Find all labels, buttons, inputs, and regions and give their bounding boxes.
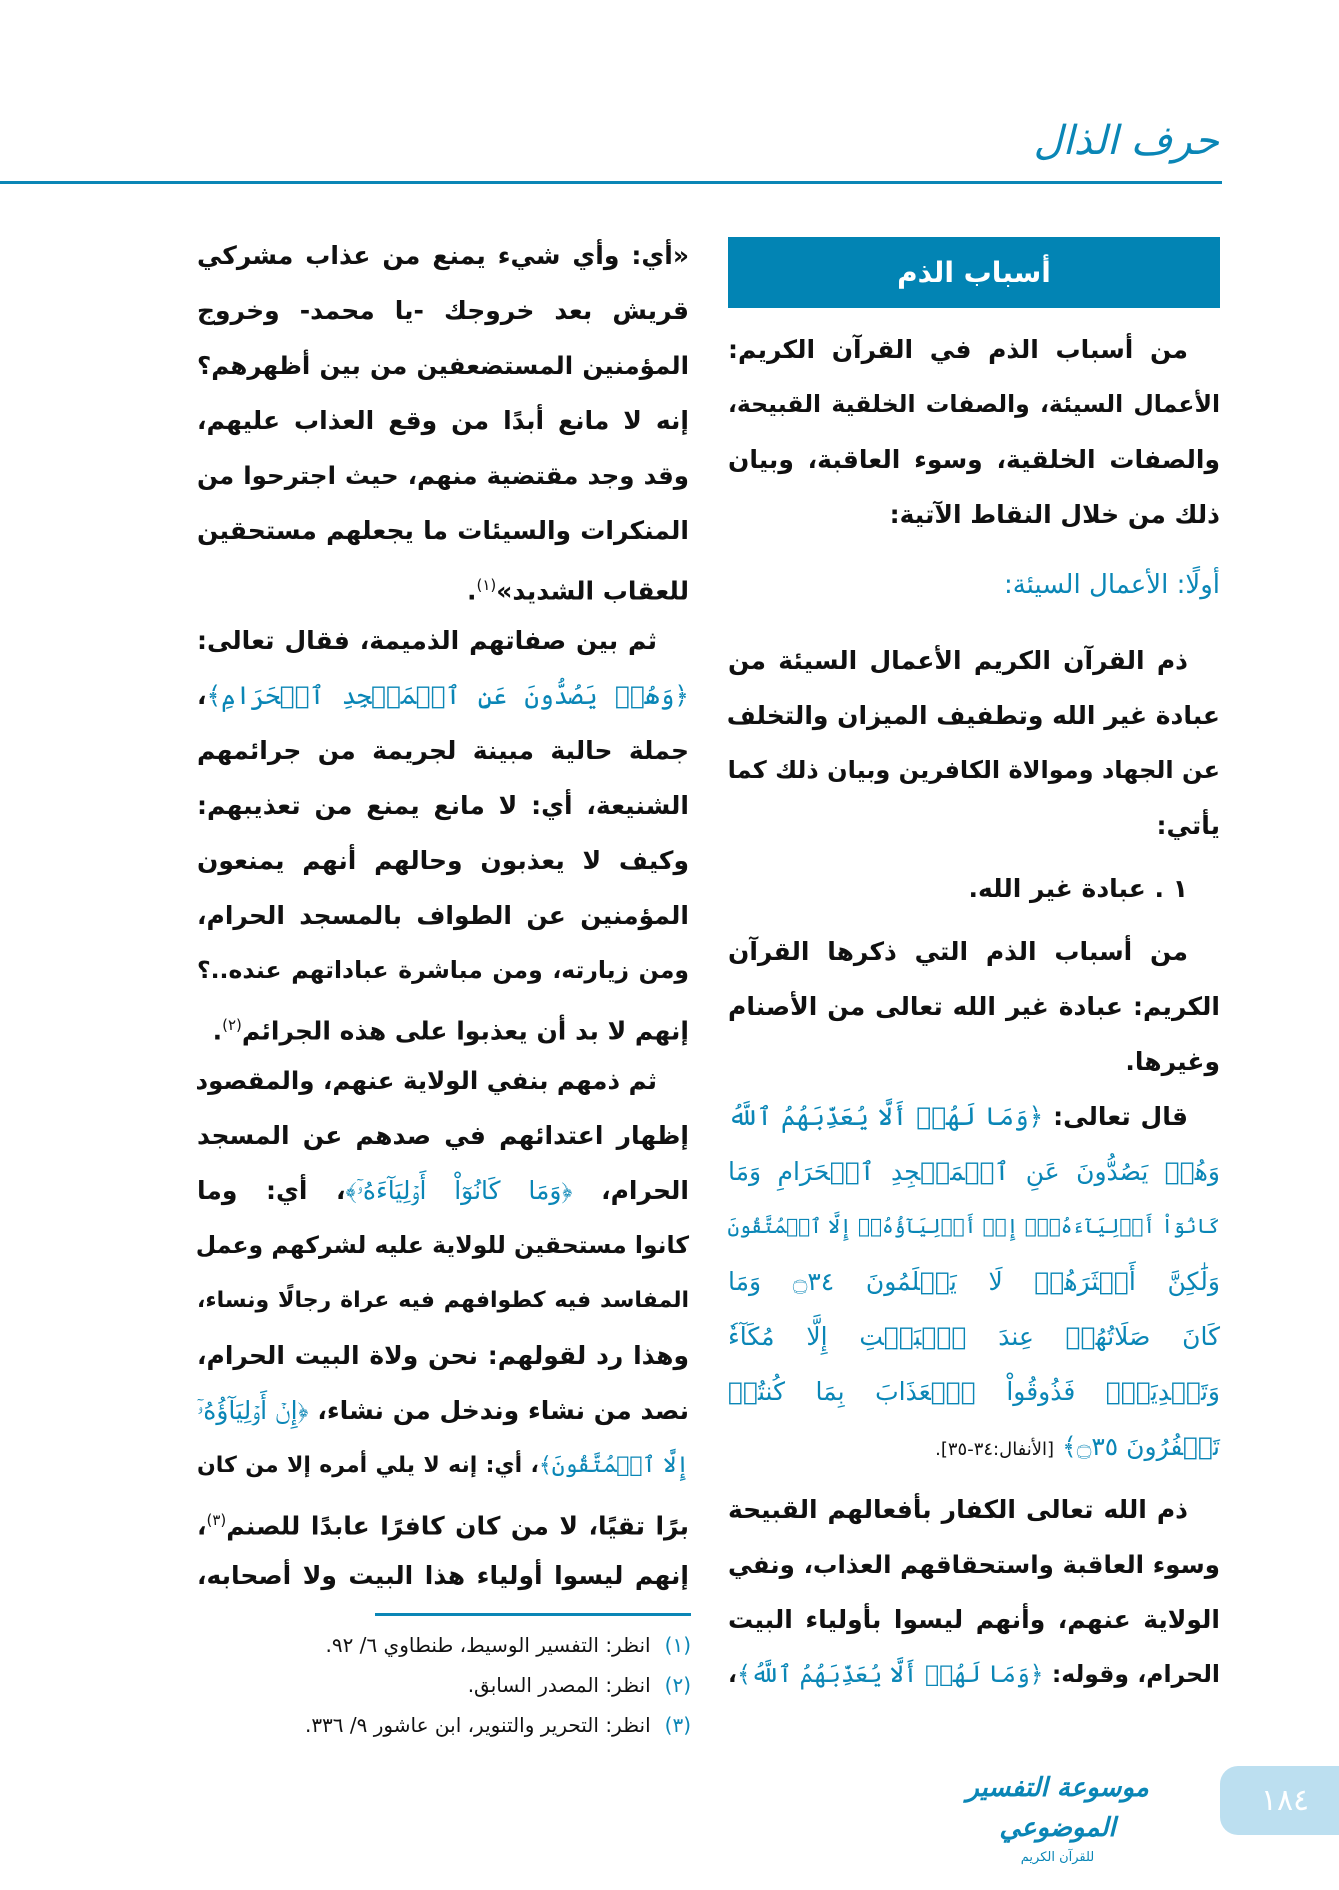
text-segment: الولاية عنهم، وأنهم ليسوا بأولياء البيت (728, 1605, 1220, 1634)
footnotes (191, 1625, 691, 1745)
text-segment: إنه لا مانع أبدًا من وقع العذاب عليهم، (197, 406, 689, 435)
quran-text: إِلَّا ٱلۡمُتَّقُونَ﴾ (538, 1453, 689, 1478)
page-number: ١٨٤ (1220, 1766, 1339, 1835)
text-line (197, 503, 689, 558)
text-segment: ثم ذمهم بنفي الولاية عنهم، والمقصود (195, 1066, 657, 1095)
text-segment: . (466, 576, 477, 606)
text-line (197, 1438, 689, 1493)
text-line (728, 432, 1220, 487)
text-line (728, 1364, 1220, 1419)
quran-text: ﴿إِنۡ أَوۡلِيَآؤُهُۥٓ (197, 1396, 309, 1425)
text-segment: من أسباب الذم التي ذكرها القرآن (728, 937, 1188, 966)
header-divider (0, 181, 1222, 184)
footnote-text: انظر: المصدر السابق. (467, 1673, 651, 1697)
text-line (197, 558, 689, 613)
footnote (191, 1665, 691, 1705)
verse-block (728, 1089, 1220, 1474)
text-line (197, 1053, 689, 1108)
text-segment: عبادة غير الله وتطفيف الميزان والتخلف (726, 701, 1220, 730)
text-line (197, 1548, 689, 1603)
text-segment: يأتي: (1156, 811, 1220, 840)
paragraph-4 (728, 1482, 1220, 1702)
text-line (728, 1419, 1220, 1474)
list-item-1: ١ . عبادة غير الله. (968, 874, 1188, 903)
quran-text: كَانُوٓاْ أَوۡلِيَآءَهُۥٓۚ إِنۡ أَوۡلِيَآؤُهُۥٓ إِلَّا ٱلۡمُتَّقُونَ (727, 1214, 1220, 1238)
text-line (197, 448, 689, 503)
intro-paragraph (728, 322, 1220, 542)
text-segment: . (212, 1016, 223, 1046)
text-segment: المنكرات والسيئات ما يجعلهم مستحقين (197, 516, 689, 545)
text-segment: المؤمنين عن الطواف بالمسجد الحرام، (197, 901, 689, 930)
text-segment: قريش بعد خروجك -يا محمد- وخروج (197, 296, 689, 325)
text-segment: نصد من نشاء وندخل من نشاء، (308, 1396, 689, 1425)
text-line (197, 888, 689, 943)
paragraph-2 (728, 633, 1220, 853)
text-segment: المؤمنين المستضعفين من بين أظهرهم؟ (197, 351, 689, 380)
text-segment: إنهم ليسوا أولياء هذا البيت ولا أصحابه، (197, 1561, 689, 1590)
text-segment: ، (197, 681, 207, 710)
text-line (728, 688, 1220, 743)
text-line (728, 633, 1220, 688)
text-line (728, 377, 1220, 432)
footnote-text: انظر: التفسير الوسيط، طنطاوي ٦/ ٩٢. (325, 1633, 651, 1657)
quran-text: تَكۡفُرُونَ ۝٣٥﴾ (1054, 1432, 1220, 1461)
subheading: أولًا: الأعمال السيئة: (1003, 570, 1220, 600)
text-segment: عن الجهاد وموالاة الكافرين وبيان ذلك كما (727, 756, 1220, 784)
text-segment: ، أي: وما (197, 1176, 346, 1205)
footnote-number: (١) (664, 1633, 691, 1657)
quran-text: وَتَصۡدِيَةٗۚ فَذُوقُواْ ٱلۡعَذَابَ بِمَا كُنتُمۡ (728, 1377, 1220, 1406)
text-segment: ، (197, 1511, 207, 1541)
text-segment: إظهار اعتدائهم في صدهم عن المسجد (197, 1121, 689, 1150)
text-line (728, 1537, 1220, 1592)
right-column (728, 237, 1220, 1702)
text-segment: الحرام، وقوله: (1043, 1660, 1220, 1688)
text-segment: جملة حالية مبينة لجريمة من جرائمهم (197, 736, 689, 765)
text-line (197, 943, 689, 998)
text-segment: برًا تقيًا، لا من كان كافرًا عابدًا للصنم (226, 1511, 689, 1541)
logo-subtitle: للقرآن الكريم (1020, 1850, 1095, 1865)
text-segment: الشنيعة، أي: لا مانع يمنع من تعذيبهم: (197, 791, 689, 820)
text-segment: الكريم: عبادة غير الله تعالى من الأصنام (728, 992, 1220, 1021)
text-line (728, 1309, 1220, 1364)
quran-text: ﴿وَمَا لَهُمۡ أَلَّا يُعَذِّبَهُمُ ٱللَّهُ (728, 1102, 1044, 1131)
quran-text: كَانَ صَلَاتُهُمۡ عِندَ ٱلۡبَيۡتِ إِلَّا مُكَآءٗ (728, 1322, 1220, 1351)
text-segment: قال تعالى: (1043, 1102, 1188, 1131)
text-line (728, 1592, 1220, 1647)
text-line (728, 979, 1220, 1034)
text-line (197, 833, 689, 888)
text-segment: «أي: وأي شيء يمنع من عذاب مشركي (197, 241, 689, 270)
left-column (197, 228, 689, 1603)
text-line (728, 1647, 1220, 1702)
text-segment: الأعمال السيئة، والصفات الخلقية القبيحة، (728, 390, 1220, 418)
text-segment: من أسباب الذم في القرآن الكريم: (728, 335, 1188, 364)
text-segment: وسوء العاقبة واستحقاقهم العذاب، ونفي (728, 1550, 1220, 1579)
text-line (197, 393, 689, 448)
text-line (197, 1493, 689, 1548)
text-line (197, 668, 689, 723)
text-line (197, 283, 689, 338)
text-segment: كانوا مستحقين للولاية عليه لشركهم وعمل (195, 1231, 689, 1259)
text-line (728, 487, 1220, 542)
text-segment: للعقاب الشديد» (496, 576, 689, 606)
text-line (197, 1328, 689, 1383)
text-segment: ، (728, 1660, 737, 1688)
footnote-ref: (١) (476, 576, 497, 594)
footnote-text: انظر: التحرير والتنوير، ابن عاشور ٩/ ٣٣٦. (304, 1713, 651, 1737)
section-title: أسباب الذم (728, 237, 1220, 308)
text-segment: ومن زيارته، ومن مباشرة عباداتهم عنده..؟ (197, 956, 689, 984)
text-line (197, 723, 689, 778)
text-segment: والصفات الخلقية، وسوء العاقبة، وبيان (728, 445, 1220, 474)
text-segment: المفاسد فيه كطوافهم فيه عراة رجالًا ونساء، (197, 1288, 689, 1313)
text-segment: وغيرها. (1125, 1047, 1220, 1076)
quran-text: ﴿وَهُمۡ يَصُدُّونَ عَنِ ٱلۡمَسۡجِدِ ٱلۡحَرَامِ﴾ (206, 681, 689, 710)
text-segment: وهذا رد لقولهم: نحن ولاة البيت الحرام، (197, 1341, 689, 1370)
text-line (728, 1034, 1220, 1089)
text-line (728, 1254, 1220, 1309)
encyclopedia-logo (935, 1768, 1180, 1865)
text-segment: إنهم لا بد أن يعذبوا على هذه الجرائم (241, 1016, 689, 1046)
footnote-number: (٣) (664, 1713, 691, 1737)
text-line (728, 322, 1220, 377)
quran-text: ﴿وَمَا لَهُمۡ أَلَّا يُعَذِّبَهُمُ ٱللَّهُ﴾ (736, 1660, 1044, 1688)
text-segment: ذم القرآن الكريم الأعمال السيئة من (728, 646, 1188, 675)
footnote-divider (375, 1613, 691, 1616)
logo-title: موسوعة التفسير الموضوعي (966, 1773, 1149, 1843)
text-line (728, 1482, 1220, 1537)
text-line (197, 1163, 689, 1218)
text-line (728, 1144, 1220, 1199)
text-segment: ذم الله تعالى الكفار بأفعالهم القبيحة (728, 1495, 1188, 1524)
text-line (197, 1218, 689, 1273)
text-line (197, 998, 689, 1053)
footnote-number: (٢) (664, 1673, 691, 1697)
text-segment: الحرام، (572, 1176, 689, 1205)
text-line (197, 613, 689, 668)
text-line (197, 1108, 689, 1163)
text-segment: ، أي: إنه لا يلي أمره إلا من كان (197, 1453, 539, 1478)
paragraph-3 (728, 924, 1220, 1089)
footnote (191, 1625, 691, 1665)
footnote-ref: (٣) (206, 1511, 227, 1529)
text-line (728, 798, 1220, 853)
text-line (728, 1199, 1220, 1254)
verse-reference: [الأنفال:٣٤-٣٥]. (935, 1439, 1055, 1460)
text-segment: وكيف لا يعذبون وحالهم أنهم يمنعون (197, 846, 689, 875)
quran-text: ﴿وَمَا كَانُوٓاْ أَوۡلِيَآءَهُۥٓ﴾ (345, 1176, 573, 1205)
footnote-ref: (٢) (222, 1016, 242, 1034)
text-segment: ثم بين صفاتهم الذميمة، فقال تعالى: (197, 626, 657, 655)
text-line (197, 778, 689, 833)
text-line (197, 1383, 689, 1438)
text-line (728, 743, 1220, 798)
text-line (197, 1273, 689, 1328)
text-line (728, 924, 1220, 979)
text-line (197, 228, 689, 283)
text-segment: ذلك من خلال النقاط الآتية: (889, 500, 1220, 529)
text-line (728, 1089, 1220, 1144)
quran-text: وَلَٰكِنَّ أَكۡثَرَهُمۡ لَا يَعۡلَمُونَ ۝٣٤ وَمَا (728, 1267, 1220, 1296)
text-line (197, 338, 689, 393)
quran-text: وَهُمۡ يَصُدُّونَ عَنِ ٱلۡمَسۡجِدِ ٱلۡحَرَامِ وَمَا (728, 1157, 1220, 1186)
text-segment: وقد وجد مقتضية منهم، حيث اجترحوا من (197, 461, 689, 490)
chapter-title: حرف الذال (1033, 118, 1219, 164)
footnote (191, 1705, 691, 1745)
